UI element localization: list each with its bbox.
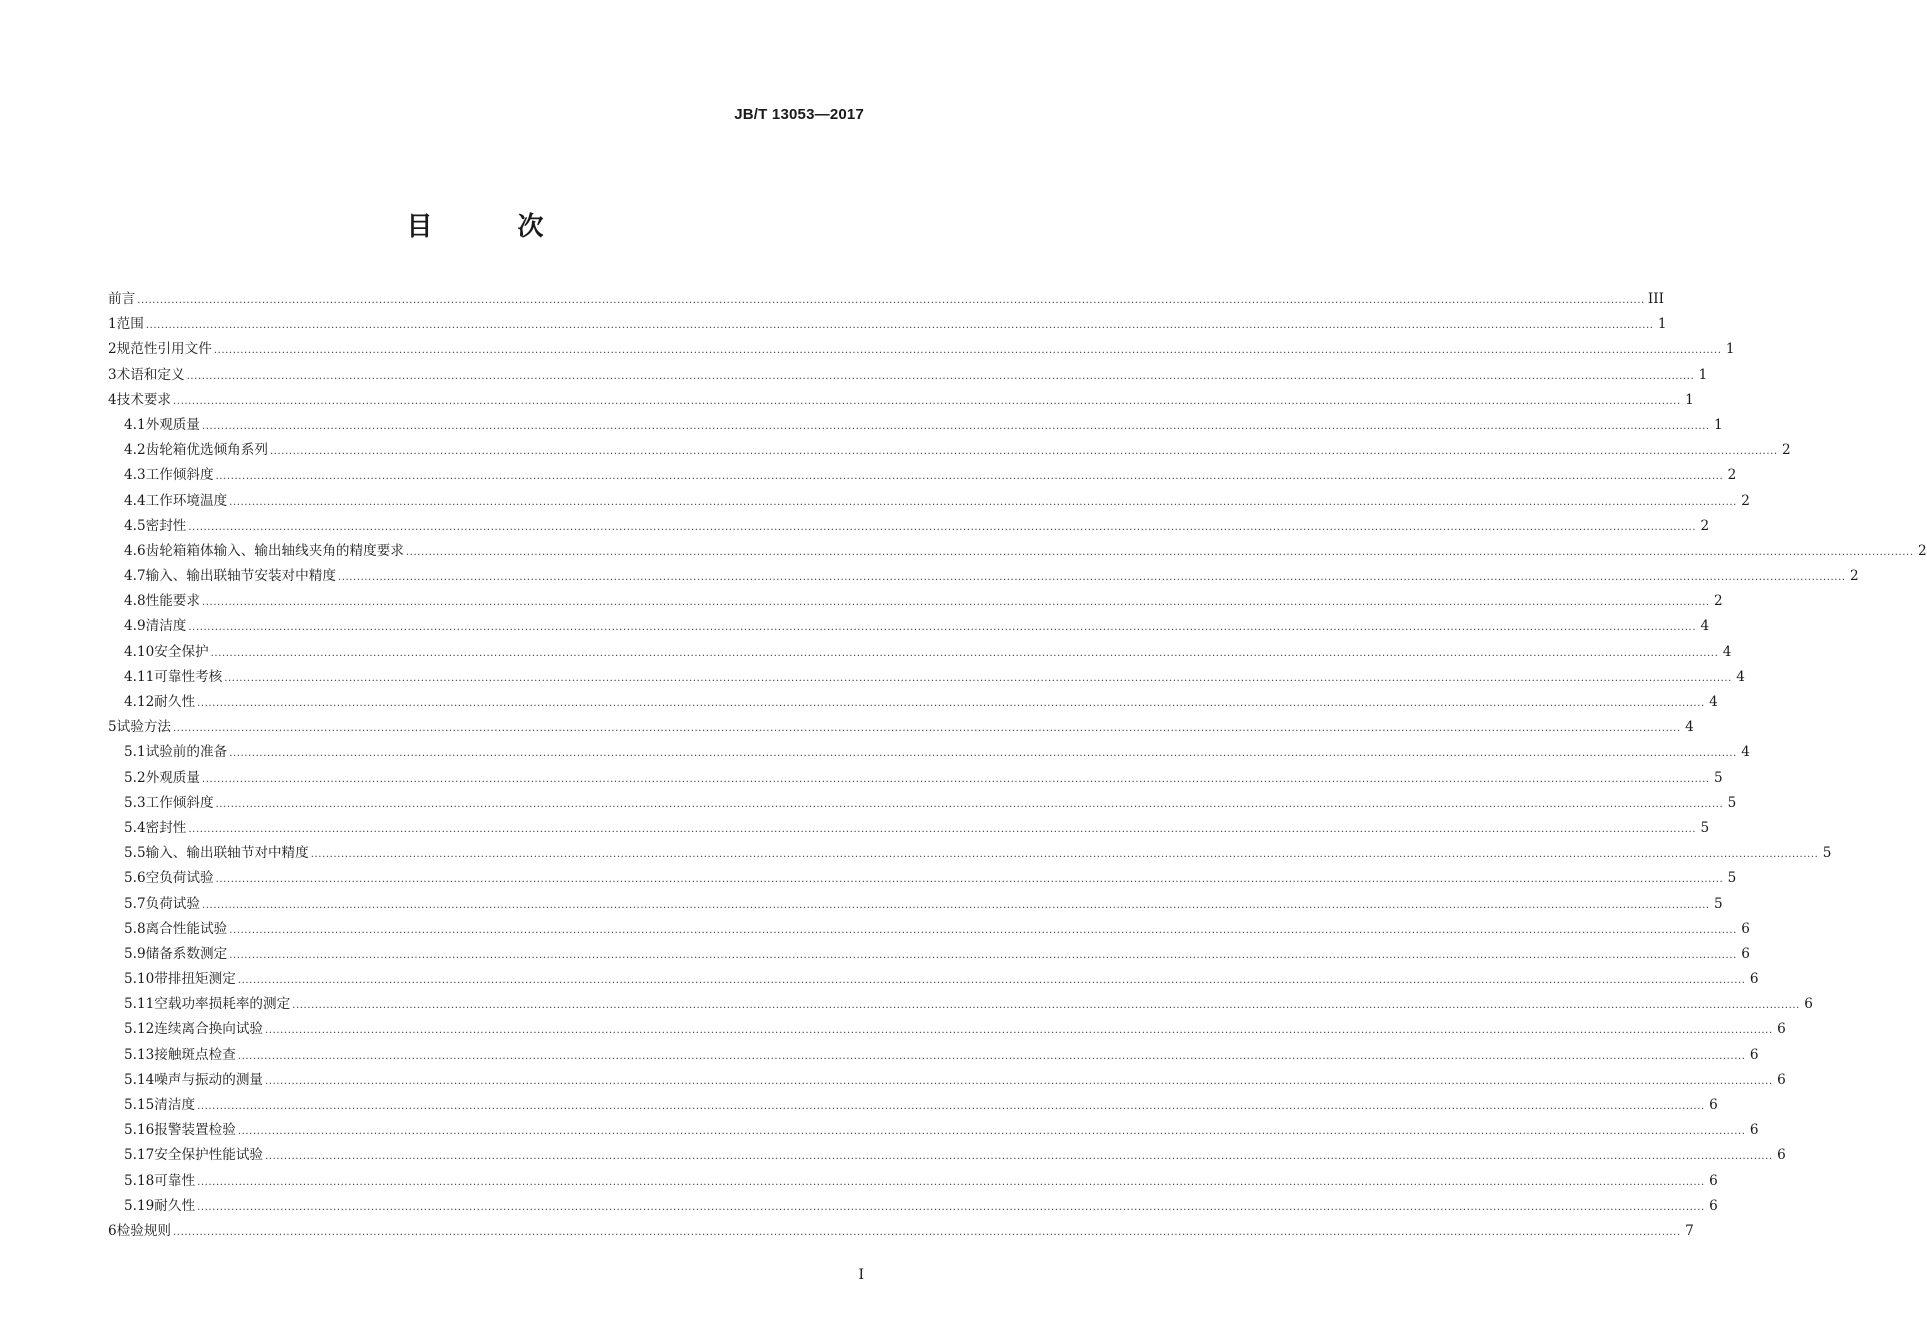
toc-entry-page: 4 [1685,719,1694,736]
toc-entry[interactable] [108,917,1750,942]
toc-leader-dots: ............................................................................................................................................................................................................................................................................................................................................................................................................... [265,1025,1773,1037]
toc-entry-label: 耐久性 [154,694,196,710]
toc-entry-page: 1 [1657,316,1667,333]
toc-entry-label: 工作环境温度 [145,492,228,509]
toc-entry-number: 5.13 [124,1046,155,1063]
toc-entry-page: 5 [1727,870,1737,887]
toc-entry-page: 4 [1700,618,1710,635]
toc-leader-dots: ............................................................................................................................................................................................................................................................................................................................................................................................................... [145,320,1654,332]
standard-code: JB/T 13053—2017 [734,106,864,123]
toc-entry[interactable] [108,312,1667,337]
toc-entry[interactable] [108,1219,1694,1244]
toc-entry-page: 6 [1741,945,1750,962]
toc-entry-label: 性能要求 [145,593,200,610]
toc-leader-dots: ............................................................................................................................................................................................................................................................................................................................................................................................................... [202,597,1710,609]
toc-entry-label: 带排扭矩测定 [154,971,236,988]
toc-entry[interactable] [108,413,1723,438]
toc-entry[interactable] [108,690,1718,715]
toc-entry[interactable] [108,715,1694,740]
toc-entry-label: 可靠性考核 [154,668,223,685]
toc-entry[interactable] [108,841,1832,866]
toc-entry-page: 4 [1709,694,1718,710]
toc-leader-dots: ............................................................................................................................................................................................................................................................................................................................................................................................................... [237,975,1746,987]
toc-entry-number: 4.7 [124,568,146,585]
toc-leader-dots: ............................................................................................................................................................................................................................................................................................................................................................................................................... [213,345,1722,357]
toc-entry-page: 5 [1700,819,1710,836]
toc-entry-number: 4.4 [124,492,146,509]
toc-leader-dots: ............................................................................................................................................................................................................................................................................................................................................................................................................... [188,521,1697,533]
toc-entry-number: 2 [108,341,117,358]
toc-leader-dots: ............................................................................................................................................................................................................................................................................................................................................................................................................... [137,295,1645,306]
toc-entry-number: 6 [108,1222,117,1239]
toc-entry-label: 负荷试验 [145,895,200,912]
toc-entry[interactable] [108,539,1927,564]
toc-entry-page: 5 [1714,769,1723,786]
toc-entry-number: 4.3 [124,467,146,484]
toc-entry-page: 6 [1709,1097,1718,1113]
toc-entry-number: 4.8 [124,593,146,610]
page-title: 目 次 [406,212,582,242]
toc-leader-dots: ............................................................................................................................................................................................................................................................................................................................................................................................................... [310,849,1819,861]
toc-entry[interactable] [108,1143,1786,1168]
toc-entry[interactable] [108,665,1745,690]
toc-entry[interactable] [108,967,1759,992]
toc-leader-dots: ............................................................................................................................................................................................................................................................................................................................................................................................................... [269,446,1778,458]
toc-leader-dots: ............................................................................................................................................................................................................................................................................................................................................................................................................... [202,773,1710,785]
toc-entry-page: 1 [1714,416,1723,433]
toc-entry-label: 术语和定义 [116,366,185,383]
toc-entry[interactable] [108,1093,1718,1118]
toc-entry-page: 1 [1685,391,1694,408]
toc-entry-page: 5 [1714,895,1723,912]
toc-leader-dots: ............................................................................................................................................................................................................................................................................................................................................................................................................... [188,823,1697,835]
toc-entry-number: 5.6 [124,870,146,887]
toc-entry-page: 4 [1741,744,1750,761]
toc-entry-label: 外观质量 [145,416,200,433]
toc-entry-number: 4.9 [124,618,146,635]
toc-entry-number: 5.12 [124,1021,155,1038]
toc-entry-page: 6 [1709,1197,1718,1214]
toc-entry-number: 5.14 [124,1071,155,1088]
toc-entry-label: 技术要求 [116,391,172,408]
toc-entry-number: 5.4 [124,819,146,836]
toc-entry-label: 储备系数测定 [145,945,228,962]
toc-entry-number: 5 [108,719,117,736]
toc-entry-number: 4.5 [124,517,146,534]
toc-leader-dots: ............................................................................................................................................................................................................................................................................................................................................................................................................... [197,1201,1705,1213]
toc-entry-page: 2 [1714,593,1723,610]
toc-leader-dots: ............................................................................................................................................................................................................................................................................................................................................................................................................... [215,798,1724,810]
toc-entry-page: 6 [1777,1071,1786,1088]
toc-entry[interactable] [108,892,1723,917]
toc-entry-page: 6 [1749,971,1759,988]
toc-entry-label: 耐久性 [154,1197,196,1214]
toc-entry[interactable] [108,640,1732,665]
toc-entry-number: 3 [108,366,117,383]
toc-entry-number: 5.5 [124,845,146,862]
toc-entry-page: 6 [1777,1147,1786,1164]
toc-entry-number: 5.9 [124,945,146,962]
toc-leader-dots: ............................................................................................................................................................................................................................................................................................................................................................................................................... [197,698,1705,709]
toc-entry[interactable] [108,287,1665,312]
toc-entry-number: 5.19 [124,1197,155,1214]
toc-entry[interactable] [108,363,1708,388]
toc-entry-page: 2 [1917,542,1927,559]
toc-leader-dots: ............................................................................................................................................................................................................................................................................................................................................................................................................... [210,647,1719,659]
toc-entry-label: 前言 [108,291,136,307]
toc-entry-label: 试验方法 [116,719,172,736]
toc-entry-page: 1 [1725,341,1735,358]
toc-entry-page: 2 [1741,492,1750,509]
toc-leader-dots: ............................................................................................................................................................................................................................................................................................................................................................................................................... [224,672,1732,684]
toc-entry[interactable] [108,589,1723,614]
toc-entry-number: 4.12 [124,694,155,710]
toc-leader-dots: ............................................................................................................................................................................................................................................................................................................................................................................................................... [197,1101,1705,1112]
toc-leader-dots: ............................................................................................................................................................................................................................................................................................................................................................................................................... [265,1151,1773,1163]
toc-entry[interactable] [108,438,1791,463]
toc-entry-label: 规范性引用文件 [116,341,212,358]
table-of-contents [108,287,1927,1244]
toc-entry-label: 安全保护性能试验 [154,1147,264,1164]
toc-entry-page: 6 [1749,1122,1759,1139]
toc-entry-page: 6 [1804,996,1813,1013]
toc-leader-dots: ............................................................................................................................................................................................................................................................................................................................................................................................................... [173,395,1681,407]
toc-leader-dots: ............................................................................................................................................................................................................................................................................................................................................................................................................... [173,1226,1681,1238]
toc-leader-dots: ............................................................................................................................................................................................................................................................................................................................................................................................................... [202,899,1710,911]
toc-entry-label: 空负荷试验 [145,870,214,887]
toc-entry-page: 5 [1727,794,1737,811]
toc-entry-label: 安全保护 [154,643,209,660]
toc-entry-page: 2 [1727,467,1737,484]
toc-entry-number: 4.2 [124,442,146,459]
toc-entry-label: 接触斑点检查 [154,1046,236,1063]
toc-entry-page: 6 [1749,1046,1759,1063]
toc-entry-number: 5.2 [124,769,146,786]
toc-entry-label: 清洁度 [145,618,187,635]
toc-entry[interactable] [108,564,1859,589]
toc-entry-number: 5.1 [124,744,146,761]
toc-leader-dots: ............................................................................................................................................................................................................................................................................................................................................................................................................... [197,1176,1705,1188]
toc-entry[interactable] [108,791,1737,816]
toc-entry-page: 5 [1822,845,1832,862]
toc-entry-number: 5.11 [124,996,155,1013]
toc-leader-dots: ............................................................................................................................................................................................................................................................................................................................................................................................................... [229,748,1737,760]
toc-entry-number: 4.10 [124,643,155,660]
toc-entry[interactable] [108,1118,1759,1143]
toc-entry-label: 检验规则 [116,1222,172,1239]
toc-entry[interactable] [108,740,1750,765]
toc-leader-dots: ............................................................................................................................................................................................................................................................................................................................................................................................................... [265,1075,1773,1087]
toc-entry[interactable] [108,1068,1786,1093]
toc-entry-number: 5.17 [124,1147,155,1164]
toc-entry[interactable] [108,1017,1786,1042]
toc-entry-page: 4 [1736,668,1745,685]
toc-leader-dots: ............................................................................................................................................................................................................................................................................................................................................................................................................... [215,471,1724,483]
toc-entry-label: 密封性 [145,517,187,534]
toc-entry-number: 5.18 [124,1172,155,1189]
toc-entry[interactable] [108,766,1723,791]
toc-entry[interactable] [108,866,1737,891]
toc-entry-label: 齿轮箱箱体输入、输出轴线夹角的精度要求 [145,542,404,559]
toc-entry-number: 5.16 [124,1122,155,1139]
toc-entry-label: 外观质量 [145,769,200,786]
toc-entry-page: 6 [1777,1021,1786,1038]
toc-entry[interactable] [108,337,1735,362]
toc-entry-number: 1 [108,316,117,333]
toc-entry-label: 密封性 [145,819,187,836]
toc-leader-dots: ............................................................................................................................................................................................................................................................................................................................................................................................................... [229,496,1737,508]
toc-entry[interactable] [108,1194,1718,1219]
toc-entry-page: III [1647,291,1665,307]
toc-entry-label: 齿轮箱优选倾角系列 [145,442,268,459]
toc-leader-dots: ............................................................................................................................................................................................................................................................................................................................................................................................................... [215,874,1724,886]
toc-leader-dots: ............................................................................................................................................................................................................................................................................................................................................................................................................... [337,572,1846,584]
toc-leader-dots: ............................................................................................................................................................................................................................................................................................................................................................................................................... [188,622,1697,634]
toc-entry[interactable] [108,614,1710,639]
toc-entry-label: 空载功率损耗率的测定 [154,996,291,1013]
toc-entry-number: 4.1 [124,416,146,433]
toc-leader-dots: ............................................................................................................................................................................................................................................................................................................................................................................................................... [186,370,1695,382]
toc-entry[interactable] [108,1169,1718,1194]
page-number: I [858,1267,864,1283]
toc-entry[interactable] [108,816,1710,841]
toc-entry-page: 4 [1722,643,1732,660]
toc-entry-label: 输入、输出联轴节对中精度 [145,845,309,862]
toc-entry-label: 报警装置检验 [154,1122,236,1139]
toc-entry-page: 6 [1741,920,1750,937]
toc-entry-label: 噪声与振动的测量 [154,1071,264,1088]
toc-entry-number: 4.6 [124,542,146,559]
toc-leader-dots: ............................................................................................................................................................................................................................................................................................................................................................................................................... [229,924,1737,936]
toc-entry-page: 7 [1685,1222,1694,1239]
toc-entry-number: 4 [108,391,117,408]
toc-entry-page: 2 [1849,568,1859,585]
toc-entry-number: 5.7 [124,895,146,912]
toc-entry-label: 范围 [116,316,144,333]
toc-leader-dots: ............................................................................................................................................................................................................................................................................................................................................................................................................... [237,1126,1746,1138]
toc-leader-dots: ............................................................................................................................................................................................................................................................................................................................................................................................................... [292,1000,1800,1012]
toc-entry-page: 2 [1700,517,1710,534]
toc-entry[interactable] [108,463,1737,488]
toc-entry-label: 输入、输出联轴节安装对中精度 [145,568,336,585]
toc-entry-label: 连续离合换向试验 [154,1021,264,1038]
toc-leader-dots: ............................................................................................................................................................................................................................................................................................................................................................................................................... [173,723,1681,735]
toc-entry-page: 6 [1709,1172,1718,1189]
toc-entry[interactable] [108,992,1813,1017]
toc-entry[interactable] [108,489,1750,514]
toc-entry-page: 2 [1782,442,1791,459]
toc-entry-number: 5.10 [124,971,155,988]
toc-entry-label: 工作倾斜度 [145,467,214,484]
toc-entry[interactable] [108,1043,1759,1068]
toc-entry[interactable] [108,388,1694,413]
toc-entry[interactable] [108,942,1750,967]
toc-entry-label: 试验前的准备 [145,744,228,761]
toc-leader-dots: ............................................................................................................................................................................................................................................................................................................................................................................................................... [202,420,1710,432]
toc-entry-label: 离合性能试验 [145,920,228,937]
toc-entry-number: 5.8 [124,920,146,937]
toc-entry-label: 可靠性 [154,1172,196,1189]
toc-entry-number: 5.15 [124,1097,155,1113]
toc-entry-number: 5.3 [124,794,146,811]
toc-entry-number: 4.11 [124,668,155,685]
toc-leader-dots: ............................................................................................................................................................................................................................................................................................................................................................................................................... [405,546,1914,558]
toc-leader-dots: ............................................................................................................................................................................................................................................................................................................................................................................................................... [237,1050,1746,1062]
toc-entry[interactable] [108,514,1710,539]
toc-entry-page: 1 [1698,366,1708,383]
toc-leader-dots: ............................................................................................................................................................................................................................................................................................................................................................................................................... [229,949,1737,961]
toc-entry-label: 工作倾斜度 [145,794,214,811]
toc-entry-label: 清洁度 [154,1097,196,1113]
